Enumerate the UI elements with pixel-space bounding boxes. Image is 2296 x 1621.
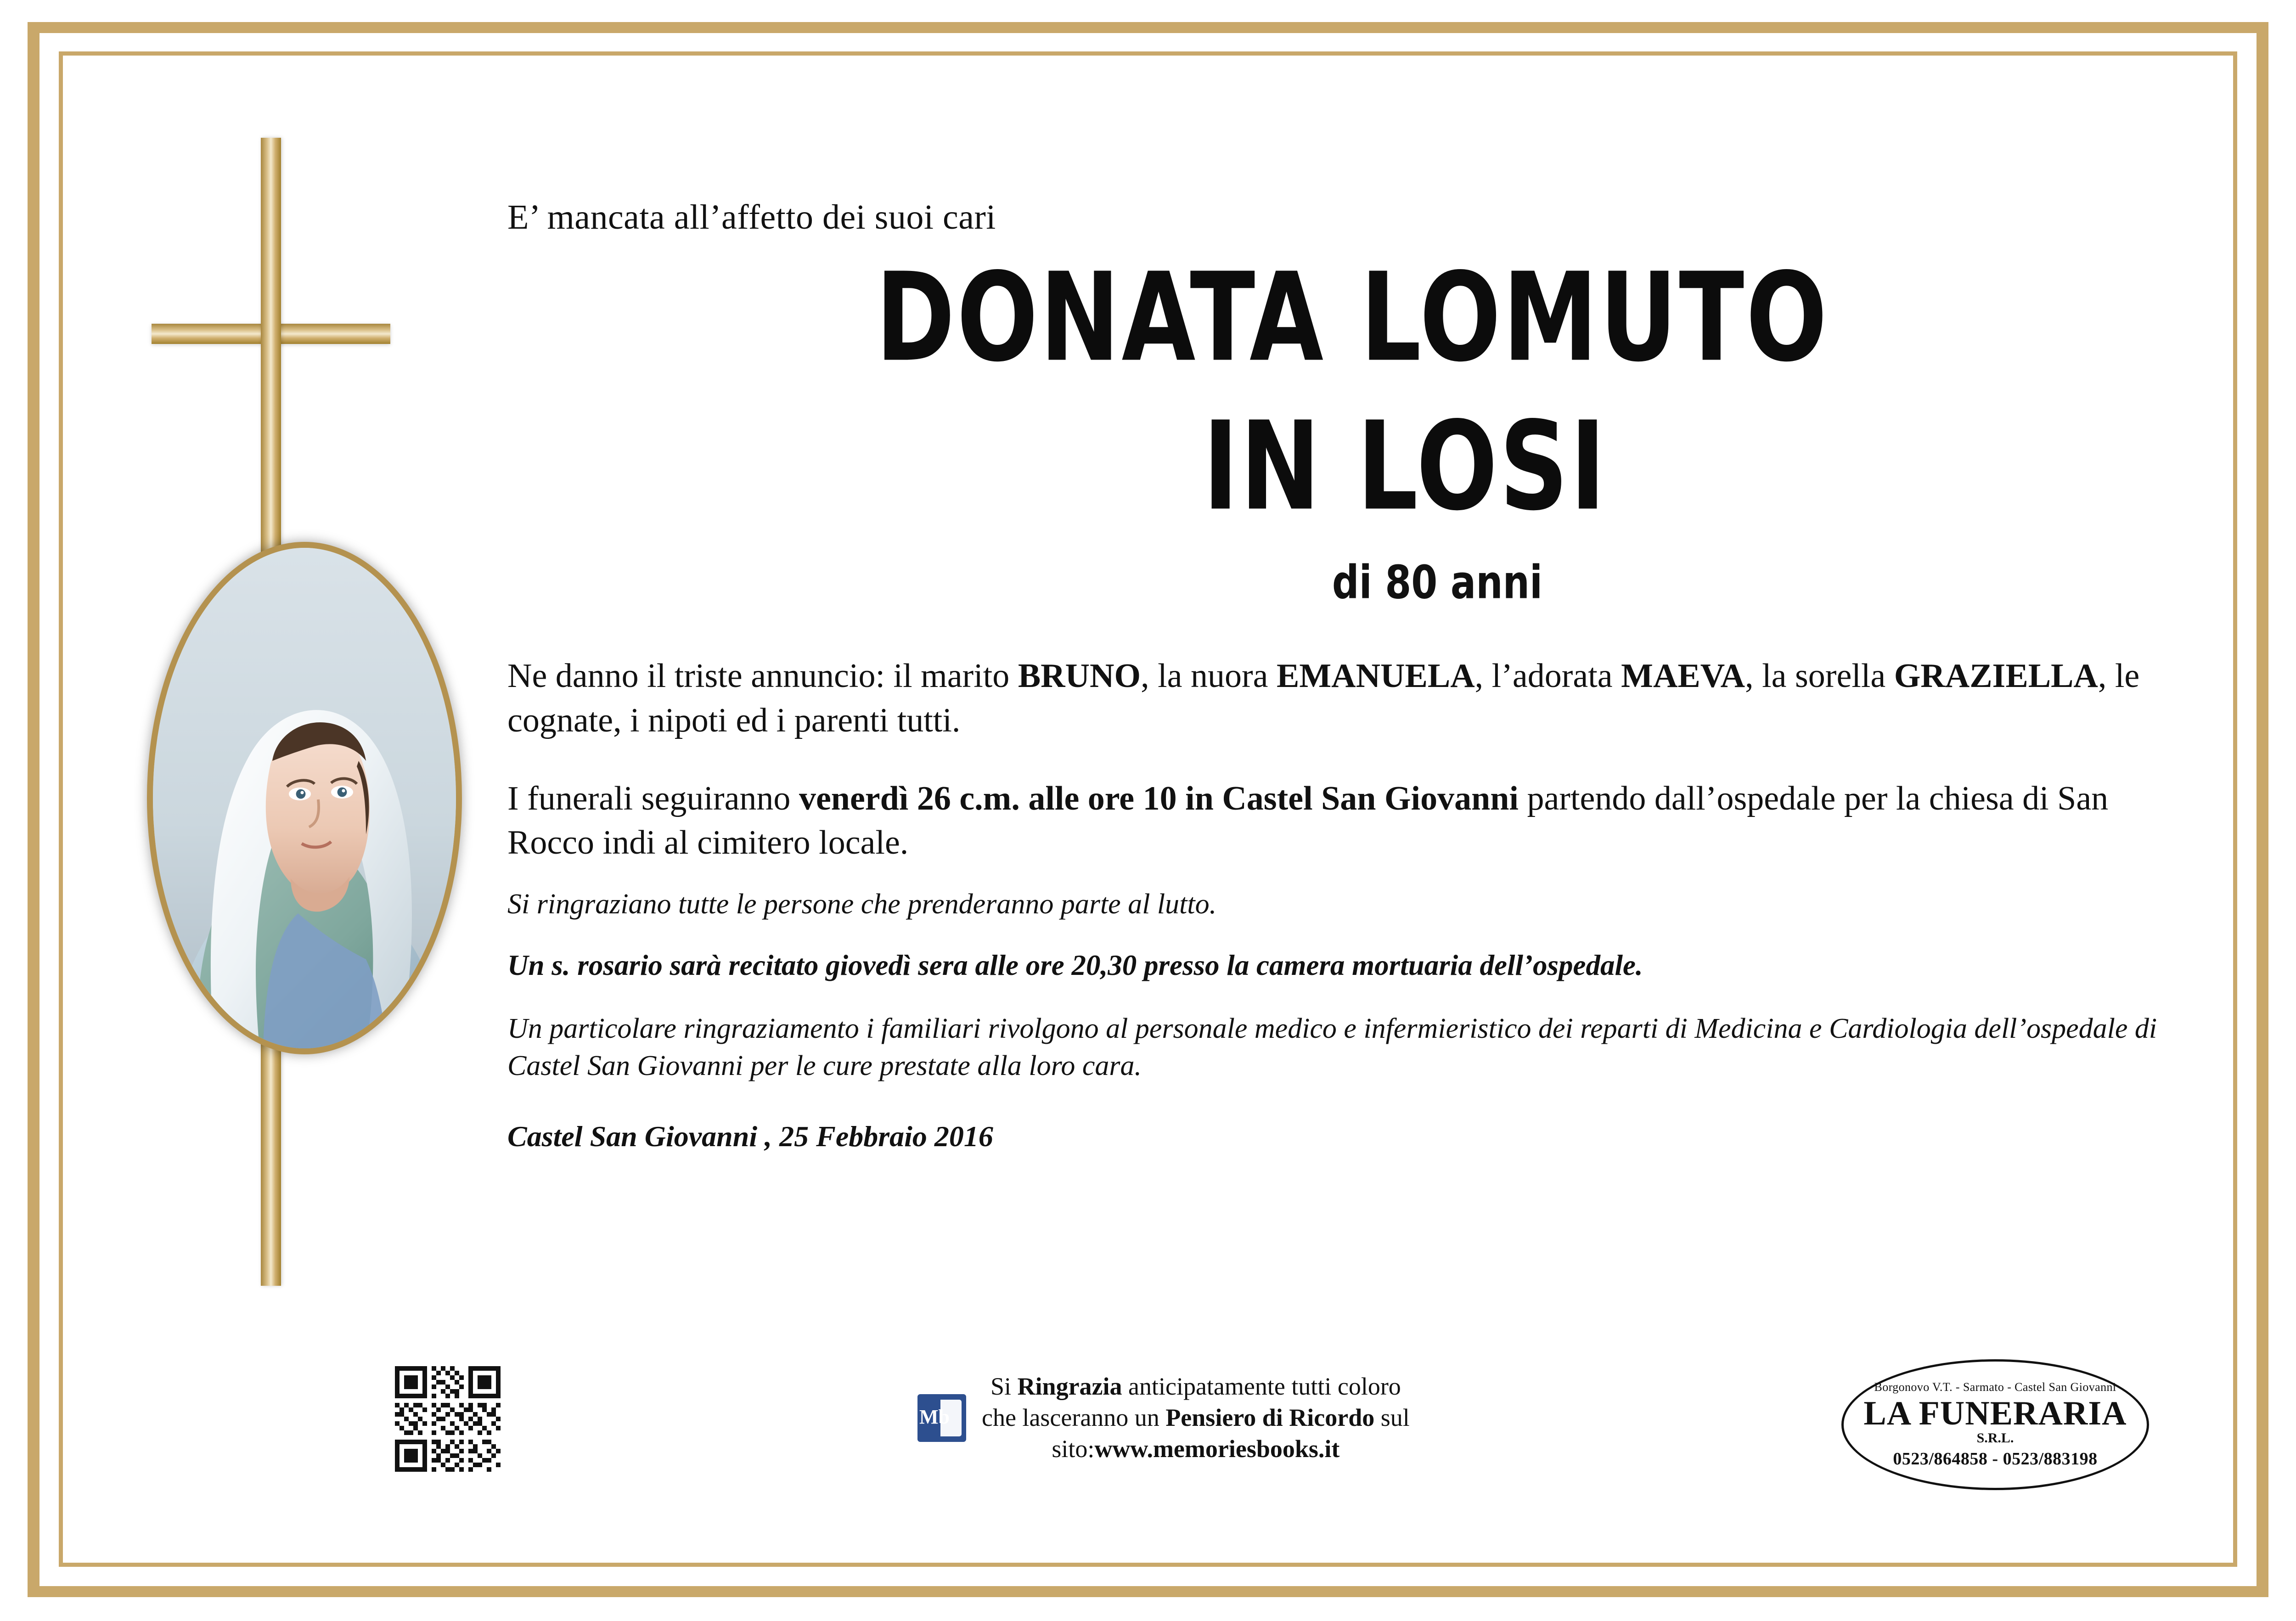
mb-line2-a: che lasceranno un (982, 1404, 1166, 1432)
funeral-paragraph (507, 777, 2197, 865)
announcement-mid3: , la sorella (1745, 657, 1894, 695)
relative-husband: BRUNO (1018, 657, 1141, 695)
funeral-home-locations: Borgonovo V.T. - Sarmato - Castel San Giovanni (1874, 1380, 2116, 1394)
memoriesbooks-line2 (982, 1402, 1410, 1433)
deceased-name-line1: DONATA LOMUTO (875, 247, 1829, 389)
announcement-prefix: Ne danno il triste annuncio: il marito (507, 657, 1018, 695)
funeral-datetime-place: venerdì 26 c.m. alle ore 10 in Castel San Giovanni (799, 779, 1519, 817)
mb-line1-b: Ringrazia (1017, 1373, 1122, 1400)
rosary-line: Un s. rosario sarà recitato giovedì sera alle ore 20,30 presso la camera mortuaria dell’ospedale. (507, 949, 1643, 981)
funeral-home-phones: 0523/864858 - 0523/883198 (1893, 1449, 2098, 1469)
memoriesbooks-website-link[interactable]: www.memoriesbooks.it (1094, 1435, 1340, 1463)
funeral-home-badge (1841, 1359, 2149, 1490)
deceased-name-line2: IN LOSI (1203, 395, 1608, 538)
qr-code-icon[interactable] (395, 1366, 501, 1472)
mb-line2-c: sul (1374, 1404, 1410, 1432)
mb-line3-a: sito: (1052, 1435, 1095, 1463)
announcement-mid1: , la nuora (1141, 657, 1277, 695)
memoriesbooks-line1 (982, 1371, 1410, 1402)
funeral-suffix: partendo dall’ospedale per la chiesa di San Rocco indi al cimitero locale. (507, 779, 2109, 861)
thanks-line: Si ringraziano tutte le persone che prenderanno parte al lutto. (507, 889, 1217, 920)
book-logo-label: Mb (919, 1406, 950, 1429)
funeral-home-name: LA FUNERARIA (1863, 1394, 2127, 1432)
memoriesbooks-block (914, 1371, 1456, 1464)
deceased-age: di 80 anni (1332, 556, 1543, 610)
obituary-text-column (507, 197, 2197, 1171)
announcement-paragraph (507, 654, 2197, 742)
funeral-home-legal-form: S.R.L. (1976, 1430, 2014, 1446)
mb-line1-a: Si (990, 1373, 1018, 1400)
mb-line1-c: anticipatamente tutti coloro (1122, 1373, 1401, 1400)
relative-sister: GRAZIELLA (1894, 657, 2098, 695)
memoriesbooks-text (982, 1371, 1410, 1464)
relative-daughter-in-law: EMANUELA (1276, 657, 1475, 695)
obituary-body (507, 654, 2197, 1155)
memoriesbooks-line3 (982, 1433, 1410, 1464)
funeral-prefix: I funerali seguiranno (507, 779, 799, 817)
place-and-date: Castel San Giovanni , 25 Febbraio 2016 (507, 1120, 993, 1153)
madonna-portrait-icon (147, 542, 462, 1054)
special-thanks-paragraph: Un particolare ringraziamento i familiari rivolgono al personale medico e infermieristico dei reparti di Medicina e Cardiologia dell’ospedale di Castel San Giovanni per le cure prestate alla loro cara. (507, 1013, 2157, 1082)
announcement-mid2: , l’adorata (1474, 657, 1621, 695)
announcement-suffix: , le cognate, i nipoti ed i parenti tutti. (507, 657, 2140, 739)
lead-line: E’ mancata all’affetto dei suoi cari (507, 198, 996, 236)
relative-beloved: MAEVA (1621, 657, 1745, 695)
book-logo-icon (914, 1390, 970, 1446)
mb-line2-b: Pensiero di Ricordo (1165, 1404, 1375, 1432)
